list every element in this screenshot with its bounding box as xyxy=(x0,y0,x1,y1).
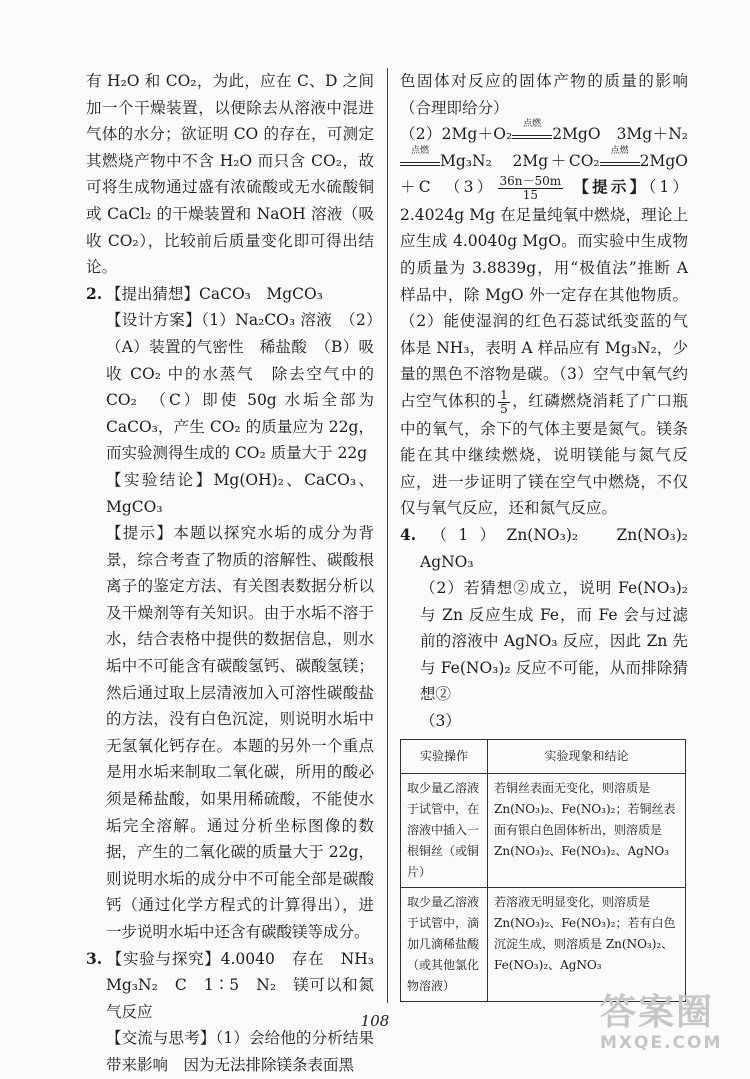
table-header: 实验现象和结论 xyxy=(488,739,686,773)
fraction: $\frac{1}{5}$ xyxy=(500,387,508,416)
question-number: 3. xyxy=(86,948,103,968)
equations: （2）2Mg＋O₂ 点燃 2MgO 3Mg＋N₂ 点燃 Mg₃N₂ 2Mg＋CO₂ 点燃 2MgO＋C （3） $\frac{36n-50m}{15}$ 【提示】（1）2.4024g Mg 在足量纯氧中燃烧，理论上应生成 4.0040g MgO。而实验中生成物的质量为 3.8839g，用“极值法”推断 A 样品中，除 MgO 外一定存在其他物质。（2）能使湿润的红色石蕊试纸变蓝的气体是 NH₃，表明 A 样品应有 Mg₃N₂，少量的黑色不溶物是碳。（3）空气中氧气约占空气体积的 $\frac{1}{5}$ ，红磷燃烧消耗了广口瓶中的氧气，余下的气体主要是氮气。镁条能在其中继续燃烧，说明镁能与氮气反应，进一步证明了镁在空气中燃烧，不仅仅与氧气反应，还和氮气反应。 xyxy=(400,119,688,518)
watermark-logo: 答案圈 MXQE.COM xyxy=(600,992,723,1053)
q3-explore: 【实验与探究】4.0040 存在 NH₃ Mg₃N₂ C 1∶5 N₂ 镁可以和氮气反应 xyxy=(106,949,390,1021)
experiment-table xyxy=(400,739,686,1002)
column-divider xyxy=(387,68,388,1003)
right-column xyxy=(400,68,704,1002)
page-number: 108 xyxy=(360,1012,390,1030)
q2-design: 【设计方案】（1）Na₂CO₃ 溶液 （2）（A）装置的气密性 稀盐酸 （B）吸收 CO₂ 中的水蒸气 除去空气中的 CO₂ （C）即使 50g 水垢全部为 CaCO₃，产生 CO₂ 的质量应为 22g，而实验测得生成的 CO₂ 质量大于 22g xyxy=(106,311,374,463)
table-row: 取少量乙溶液于试管中，在溶液中插入一根铜丝（或铜片） 若铜丝表面无变化，则溶质是 Zn(NO₃)₂、Fe(NO₃)₂；若铜丝表面有银白色固体析出，则溶质是 Zn(NO₃)₂、Fe(NO₃)₂、AgNO₃ xyxy=(401,773,686,887)
q2-conclusion: 【实验结论】Mg(OH)₂、CaCO₃、MgCO₃ xyxy=(106,470,374,516)
hint-label: 【提示】 xyxy=(573,177,649,197)
q2-guess: 【提出猜想】CaCO₃ MgCO₃ xyxy=(106,284,323,303)
question-2 xyxy=(86,281,374,946)
paragraph: 色固体对反应的固体产物的质量的影响（合理即给分） xyxy=(400,72,688,117)
reaction-arrow: 点燃 xyxy=(512,128,552,142)
reaction-arrow: 点燃 xyxy=(600,155,640,169)
question-4: 4. （1）Zn(NO₃)₂ Zn(NO₃)₂ AgNO₃ （2）若猜想②成立，说明 Fe(NO₃)₂ 与 Zn 反应生成 Fe，而 Fe 会与过滤前的溶液中 AgNO₃ 反应，因此 Zn 先与 Fe(NO₃)₂ 反应不可能，从而排除猜想② （3） xyxy=(400,522,688,735)
fraction: $\frac{36n-50m}{15}$ xyxy=(499,173,562,202)
table-header: 实验操作 xyxy=(401,739,488,773)
question-number: 4. xyxy=(400,524,417,544)
q2-hint: 【提示】本题以探究水垢的成分为背景，综合考查了物质的溶解性、碳酸根离子的鉴定方法、有关图表数据分析以及干燥剂等有关知识。由于水垢不溶于水，结合表格中提供的数据信息，则水垢中不可能含有碳酸氢钙、碳酸氢镁；然后通过取上层清液加入可溶性碳酸盐的方法，没有白色沉淀，则说明水垢中无氢氧化钙存在。本题的另外一个重点是用水垢来制取二氧化碳，所用的酸必须是稀盐酸，如果用稀硫酸，不能使水垢完全溶解。通过分析坐标图像的数据，产生的二氧化碳的质量大于 22g，则说明水垢的成分中不可能全部是碳酸钙（通过化学方程式的计算得出），进一步说明水垢中还含有碳酸镁等成分。 xyxy=(106,524,374,941)
paragraph: 有 H₂O 和 CO₂，为此，应在 C、D 之间加一个干燥装置，以便除去从溶液中混进气体的水分；欲证明 CO 的存在，可测定其燃烧产物中不含 H₂O 而只含 CO₂，故可将生成物通过盛有浓硫酸或无水硫酸铜或 CaCl₂ 的干燥装置和 NaOH 溶液（吸收 CO₂），比较前后质量变化即可得出结论。 xyxy=(86,72,374,277)
q3-reflect: 【交流与思考】（1）会给他的分析结果带来影响 因为无法排除镁条表面黑 xyxy=(106,1029,374,1074)
reaction-arrow: 点燃 xyxy=(400,155,440,169)
question-number: 2. xyxy=(86,283,103,303)
table-row: 取少量乙溶液于试管中，滴加几滴稀盐酸（或其他氯化物溶液） 若溶液无明显变化，则溶质是 Zn(NO₃)₂、Fe(NO₃)₂；若有白色沉淀生成，则溶质是 Zn(NO₃)₂、Fe(NO₃)₂、AgNO₃ xyxy=(401,887,686,1001)
